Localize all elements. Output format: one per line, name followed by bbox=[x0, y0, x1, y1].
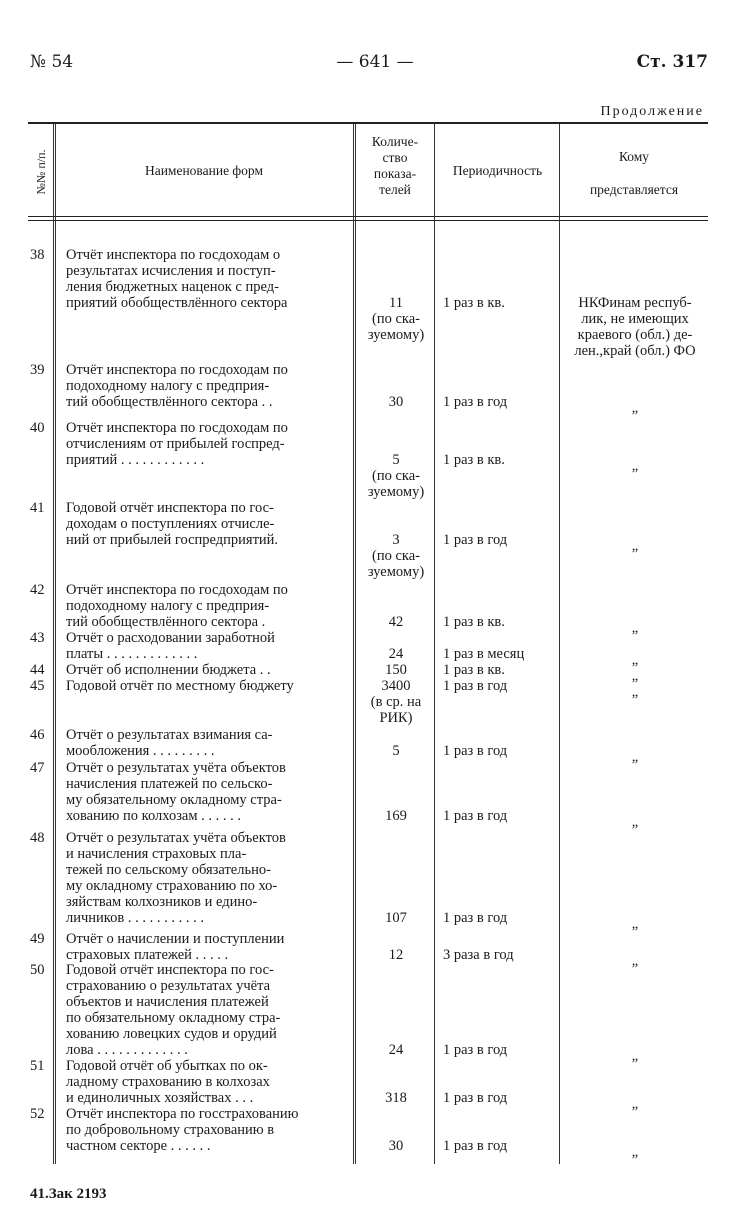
row-number: 44 bbox=[30, 662, 45, 678]
row-number: 50 bbox=[30, 962, 45, 978]
indicator-count: 169 bbox=[385, 808, 407, 824]
row-number: 43 bbox=[30, 630, 45, 646]
column-header-count: Количе- ство показа- телей bbox=[371, 134, 419, 197]
recipient: „ bbox=[631, 400, 639, 416]
form-name: Отчёт о начислении и поступлении страховых платежей . . . . . bbox=[66, 931, 285, 963]
indicator-count: 5 bbox=[392, 743, 400, 759]
page-number-left: № 54 bbox=[30, 52, 74, 72]
recipient: „ bbox=[631, 814, 639, 830]
periodicity: 1 раз в год bbox=[443, 678, 508, 694]
recipient: „ bbox=[631, 668, 639, 684]
recipient: „ bbox=[631, 916, 639, 932]
indicator-count: 24 bbox=[388, 646, 404, 662]
column-header-to-top: Кому bbox=[618, 149, 650, 164]
continuation-label: Продолжение bbox=[600, 104, 704, 119]
periodicity: 1 раз в кв. bbox=[443, 295, 505, 311]
column-header-num: №№ п/п. bbox=[34, 149, 48, 195]
column-divider bbox=[559, 124, 560, 1164]
form-name: Годовой отчёт инспектора по гос- страхованию о результатах учёта объектов и начисления платежей по обязательному окладному стра- хованию ловецких судов и орудий лова . . . . . . . . . . . . . bbox=[66, 962, 281, 1058]
indicator-count: 12 bbox=[388, 947, 404, 963]
form-name: Отчёт инспектора по госдоходам о результатах исчисления и поступ- ления бюджетных наценок с пред- приятий обобществлённого сектора bbox=[66, 247, 288, 311]
row-number: 41 bbox=[30, 500, 45, 516]
periodicity: 1 раз в год bbox=[443, 394, 508, 410]
column-header-to-bottom: представляется bbox=[589, 182, 679, 197]
periodicity: 1 раз в год bbox=[443, 808, 508, 824]
recipient: „ bbox=[631, 1048, 639, 1064]
row-number: 51 bbox=[30, 1058, 45, 1074]
periodicity: 1 раз в месяц bbox=[443, 646, 525, 662]
row-number: 52 bbox=[30, 1106, 45, 1122]
row-number: 40 bbox=[30, 420, 45, 436]
indicator-count: 150 bbox=[385, 662, 407, 678]
recipient: „ bbox=[631, 652, 639, 668]
indicator-count: 42 bbox=[388, 614, 404, 630]
page-number-center: — 641 — bbox=[336, 52, 414, 72]
periodicity: 1 раз в год bbox=[443, 1042, 508, 1058]
row-number: 38 bbox=[30, 247, 45, 263]
periodicity: 1 раз в год bbox=[443, 1090, 508, 1106]
recipient: „ bbox=[631, 684, 639, 700]
indicator-count: 3400 (в ср. на РИК) bbox=[370, 678, 422, 726]
form-name: Годовой отчёт об убытках по ок- ладному страхованию в колхозах и единоличных хозяйствах . . . bbox=[66, 1058, 270, 1106]
periodicity: 1 раз в год bbox=[443, 1138, 508, 1154]
periodicity: 1 раз в год bbox=[443, 532, 508, 548]
row-number: 47 bbox=[30, 760, 45, 776]
footer-note: 41.Зак 2193 bbox=[30, 1186, 107, 1202]
periodicity: 1 раз в кв. bbox=[443, 614, 505, 630]
row-number: 39 bbox=[30, 362, 45, 378]
header-rule-1 bbox=[28, 216, 708, 217]
form-name: Отчёт инспектора по госдоходам по подоходному налогу с предприя- тий обобществлённого сектора . . bbox=[66, 362, 288, 410]
recipient: „ bbox=[631, 458, 639, 474]
recipient: „ bbox=[631, 1144, 639, 1160]
form-name: Отчёт инспектора по госдоходам по подоходному налогу с предприя- тий обобществлённого сектора . bbox=[66, 582, 288, 630]
periodicity: 1 раз в год bbox=[443, 910, 508, 926]
column-header-period: Периодичность bbox=[452, 163, 543, 178]
indicator-count: 3 (по ска- зуемому) bbox=[367, 532, 425, 580]
form-name: Годовой отчёт инспектора по гос- доходам о поступлениях отчисле- ний от прибылей госпредприятий. bbox=[66, 500, 279, 548]
periodicity: 1 раз в кв. bbox=[443, 662, 505, 678]
recipient: „ bbox=[631, 1096, 639, 1112]
periodicity: 1 раз в кв. bbox=[443, 452, 505, 468]
table-top-rule bbox=[28, 122, 708, 124]
indicator-count: 24 bbox=[388, 1042, 404, 1058]
form-name: Отчёт о результатах учёта объектов и начисления страховых пла- тежей по сельскому обязательно- му окладному страхованию по хо- зяйствам колхозников и едино- личников . . . . . . . . . . . bbox=[66, 830, 286, 926]
recipient: „ bbox=[631, 953, 639, 969]
row-number: 48 bbox=[30, 830, 45, 846]
column-divider bbox=[53, 124, 56, 1164]
row-number: 45 bbox=[30, 678, 45, 694]
column-divider bbox=[434, 124, 435, 1164]
row-number: 42 bbox=[30, 582, 45, 598]
row-number: 46 bbox=[30, 727, 45, 743]
form-name: Отчёт об исполнении бюджета . . bbox=[66, 662, 271, 678]
recipient: „ bbox=[631, 538, 639, 554]
periodicity: 3 раза в год bbox=[443, 947, 514, 963]
form-name: Годовой отчёт по местному бюджету bbox=[66, 678, 294, 694]
column-header-name: Наименование форм bbox=[144, 163, 264, 178]
form-name: Отчёт о результатах взимания са- мообложения . . . . . . . . . bbox=[66, 727, 273, 759]
indicator-count: 318 bbox=[385, 1090, 407, 1106]
indicator-count: 30 bbox=[388, 394, 404, 410]
indicator-count: 5 (по ска- зуемому) bbox=[367, 452, 425, 500]
recipient: НКФинам респуб- лик, не имеющих краевого (обл.) де- лен.,край (обл.) ФО bbox=[574, 295, 696, 359]
row-number: 49 bbox=[30, 931, 45, 947]
periodicity: 1 раз в год bbox=[443, 743, 508, 759]
recipient: „ bbox=[631, 620, 639, 636]
article-number: Ст. 317 bbox=[636, 52, 708, 72]
indicator-count: 107 bbox=[385, 910, 407, 926]
form-name: Отчёт о расходовании заработной платы . . . . . . . . . . . . . bbox=[66, 630, 275, 662]
form-name: Отчёт о результатах учёта объектов начисления платежей по сельско- му обязательному окладному стра- хованию по колхозам . . . . . . bbox=[66, 760, 286, 824]
form-name: Отчёт инспектора по госдоходам по отчислениям от прибылей госпред- приятий . . . . . . . . . . . . bbox=[66, 420, 288, 468]
recipient: „ bbox=[631, 749, 639, 765]
form-name: Отчёт инспектора по госстрахованию по добровольному страхованию в частном секторе . . . . . . bbox=[66, 1106, 299, 1154]
indicator-count: 30 bbox=[388, 1138, 404, 1154]
indicator-count: 11 (по ска- зуемому) bbox=[367, 295, 425, 343]
header-rule-2 bbox=[28, 220, 708, 221]
